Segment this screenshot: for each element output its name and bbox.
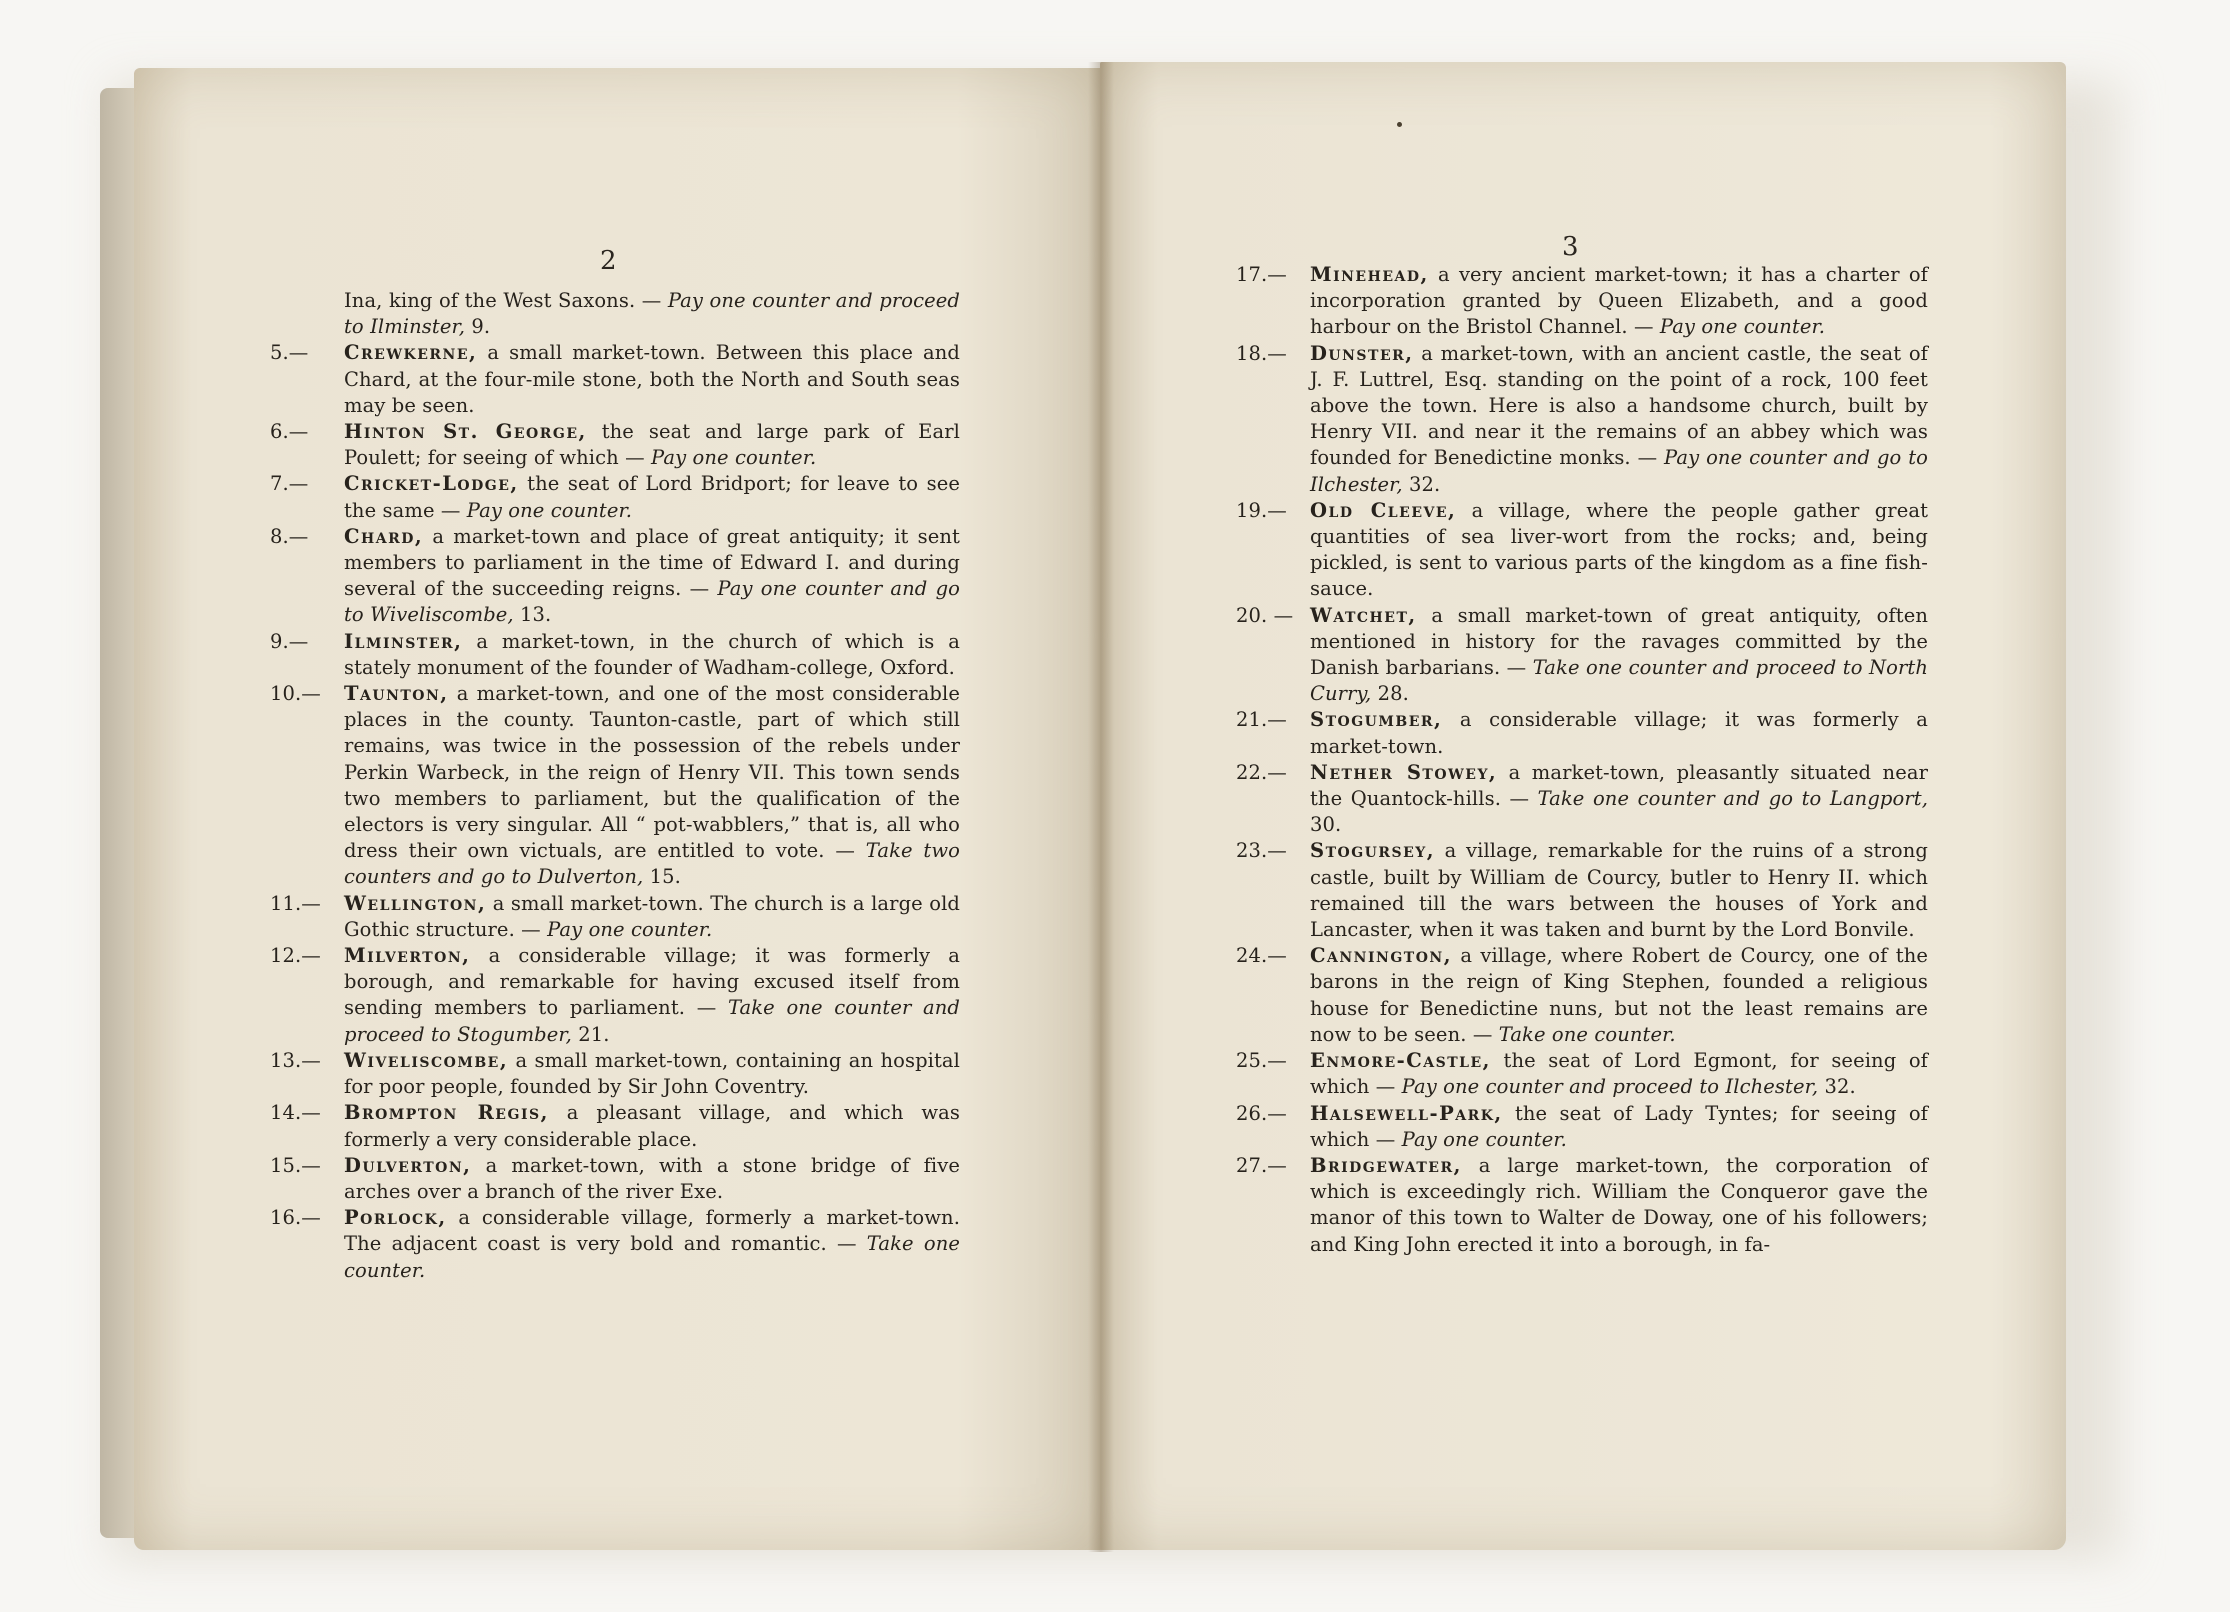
entry-place-name: Enmore-Castle, [1310, 1049, 1491, 1073]
entry-number: 11.— [270, 891, 321, 915]
entry-description: a pleasant village, and which was formerly a very considerable place. [344, 1101, 960, 1151]
gazetteer-entry [270, 1048, 960, 1100]
left-page-text [270, 288, 960, 1284]
entry-target: 9. [465, 315, 491, 339]
entry-instruction: Pay one counter. [1401, 1127, 1567, 1151]
entry-place-name: Cannington, [1310, 944, 1452, 968]
entry-place-name: Brompton Regis, [344, 1101, 549, 1125]
entry-number: 24.— [1236, 944, 1287, 968]
entry-description: a market-town, with a stone bridge of five arches over a branch of the river Exe. [344, 1153, 960, 1203]
entry-description: a village, where Robert de Courcy, one of the barons in the reign of King Stephen, founded a religious house for Benedictine nuns, but not the least remains are now to be seen. — [1310, 944, 1928, 1046]
gazetteer-entry [1236, 1153, 1928, 1258]
entry-place-name: Stogursey, [1310, 839, 1436, 863]
entry-description: a village, where the people gather great quantities of sea liver-wort from the rocks; and, being pickled, is sent to various parts of the kingdom as a fine fish-sauce. [1310, 498, 1929, 601]
right-page-text [1236, 262, 1928, 1258]
entry-number: 18.— [1236, 341, 1287, 365]
entry-instruction: Take one counter. [344, 1232, 960, 1282]
entry-description: a very ancient market-town; it has a charter of incorporation granted by Queen Elizabeth, and a good harbour on the Bristol Channel. — [1310, 263, 1928, 339]
entry-place-name: Hinton St. George, [344, 420, 587, 444]
entry-description: a large market-town, the corporation of which is exceedingly rich. William the Conqueror gave the manor of this town to Walter de Doway, one of his followers; and King John erected it into a borough, in fa- [1310, 1153, 1928, 1256]
entry-target: 28. [1371, 682, 1409, 706]
gazetteer-entry [270, 943, 960, 1048]
entry-target: 30. [1310, 813, 1342, 837]
entry-place-name: Milverton, [344, 944, 471, 968]
entry-place-name: Dunster, [1310, 341, 1414, 365]
gazetteer-entry [1236, 707, 1928, 759]
gazetteer-entry [270, 1205, 960, 1284]
ink-speck [1397, 122, 1402, 127]
gazetteer-entry [270, 419, 960, 471]
entry-description: the seat of Lord Bridport; for leave to see the same — [344, 472, 960, 522]
entry-place-name: Wiveliscombe, [344, 1048, 509, 1072]
entry-place-name: Chard, [344, 524, 424, 548]
entry-target: 21. [571, 1022, 610, 1046]
entry-number: 23.— [1236, 839, 1287, 863]
entry-description: the seat of Lady Tyntes; for seeing of which — [1310, 1101, 1928, 1151]
entry-description: the seat of Lord Egmont, for seeing of which — [1310, 1049, 1928, 1099]
entry-number: 26.— [1236, 1101, 1287, 1125]
entry-place-name: Crewkerne, [344, 341, 478, 365]
entry-place-name: Ilminster, [344, 629, 463, 653]
entry-place-name: Cricket-Lodge, [344, 472, 519, 496]
entry-instruction: Take one counter and proceed to Stogumber, [344, 996, 960, 1046]
entry-instruction: Pay one counter and go to Ilchester, [1310, 446, 1928, 496]
entry-description: a considerable village, formerly a market-town. The adjacent coast is very bold and romantic. — [344, 1206, 960, 1256]
entry-place-name: Bridgewater, [1310, 1153, 1462, 1177]
gazetteer-entry [1236, 838, 1928, 943]
entry-place-name: Old Cleeve, [1310, 498, 1457, 522]
entry-instruction: Take one counter and go to Langport, [1537, 787, 1928, 811]
gazetteer-entry [1236, 498, 1928, 603]
entry-instruction: Pay one counter. [466, 498, 633, 522]
gazetteer-entry [270, 1153, 960, 1205]
entry-description: a market-town, and one of the most considerable places in the county. Taunton-castle, part of which still remains, was twice in the possession of the rebels under Perkin Warbeck, in the reign of Henry VII. This town sends two members to parliament, but the qualification of the electors is very singular. All “ pot-wabblers,” that is, all who dress their own victuals, are entitled to vote. — [344, 682, 960, 863]
entry-instruction: Take two counters and go to Dulverton, [344, 839, 960, 889]
gazetteer-entry [270, 891, 960, 943]
entry-place-name: Porlock, [344, 1206, 447, 1230]
gazetteer-entry [1236, 341, 1928, 498]
entry-description: a considerable village; it was formerly a borough, and remarkable for having excused itself from sending members to parliament. — [344, 944, 960, 1020]
gazetteer-entry [270, 629, 960, 681]
entry-place-name: Halsewell-Park, [1310, 1101, 1503, 1125]
gazetteer-entry [270, 288, 960, 340]
entry-instruction: Take one counter. [1498, 1022, 1676, 1046]
book-gutter [1088, 62, 1114, 1552]
gazetteer-entry [270, 524, 960, 629]
entry-target: 32. [1818, 1075, 1856, 1099]
entry-place-name: Dulverton, [344, 1153, 472, 1177]
entry-description: a considerable village; it was formerly a market-town. [1310, 708, 1928, 758]
entry-number: 14.— [270, 1101, 321, 1125]
entry-number: 10.— [270, 682, 321, 706]
gazetteer-entry [1236, 262, 1928, 341]
entry-number: 27.— [1236, 1153, 1287, 1177]
gazetteer-entry [1236, 1048, 1928, 1100]
entry-target: 15. [643, 865, 681, 889]
entry-description: the seat and large park of Earl Poulett; for seeing of which — [344, 420, 960, 470]
entry-place-name: Watchet, [1310, 603, 1417, 627]
entry-description: a small market-town of great antiquity, often mentioned in history for the ravages committed by the Danish barbarians. — [1310, 603, 1928, 680]
entry-number: 22.— [1236, 760, 1287, 784]
entry-place-name: Stogumber, [1310, 708, 1443, 732]
entry-number: 8.— [270, 524, 309, 548]
entry-instruction: Pay one counter. [547, 917, 713, 941]
entry-description: a market-town, in the church of which is a stately monument of the founder of Wadham-college, Oxford. [344, 629, 960, 679]
entry-instruction: Pay one counter. [651, 446, 817, 470]
entry-instruction: Pay one counter. [1659, 315, 1826, 339]
entry-number: 13.— [270, 1048, 321, 1072]
entry-place-name: Nether Stowey, [1310, 760, 1498, 784]
entry-instruction: Take one counter and proceed to North Curry, [1310, 656, 1928, 706]
entry-number: 9.— [270, 629, 309, 653]
entry-place-name: Wellington, [344, 891, 487, 915]
gazetteer-entry [1236, 943, 1928, 1048]
entry-description: Ina, king of the West Saxons. — [344, 289, 668, 312]
entry-number: 19.— [1236, 498, 1287, 522]
gazetteer-entry [270, 340, 960, 419]
gazetteer-entry [1236, 603, 1928, 708]
gazetteer-entry [1236, 760, 1928, 839]
entry-number: 21.— [1236, 708, 1287, 732]
entry-number: 7.— [270, 472, 309, 496]
entry-description: a market-town, pleasantly situated near the Quantock-hills. — [1310, 760, 1929, 811]
right-page-number: 3 [1562, 232, 1579, 262]
entry-number: 25.— [1236, 1049, 1287, 1073]
gazetteer-entry [1236, 1101, 1928, 1153]
entry-description: a small market-town. The church is a large old Gothic structure. — [344, 891, 960, 941]
gazetteer-entry [270, 471, 960, 523]
entry-number: 6.— [270, 420, 309, 444]
entry-number: 15.— [270, 1153, 321, 1177]
entry-target: 13. [513, 603, 552, 627]
entry-instruction: Pay one counter and go to Wiveliscombe, [344, 577, 960, 627]
entry-description: a village, remarkable for the ruins of a strong castle, built by William de Courcy, butler to Henry II. which remained till the wars between the houses of York and Lancaster, when it was taken and burnt by the Lord Bonvile. [1310, 839, 1928, 942]
left-page-number: 2 [600, 246, 617, 276]
entry-number: 16.— [270, 1206, 321, 1230]
entry-number: 20. — [1236, 603, 1294, 627]
entry-number: 5.— [270, 341, 309, 365]
entry-target: 32. [1402, 472, 1441, 496]
entry-number: 17.— [1236, 263, 1287, 286]
gazetteer-entry [270, 1100, 960, 1152]
entry-description: a market-town, with an ancient castle, the seat of J. F. Luttrel, Esq. standing on the point of a rock, 100 feet above the town. Here is also a handsome church, built by Henry VII. and near it the remains of an abbey which was founded for Benedictine monks. — [1310, 341, 1928, 470]
gazetteer-entry [270, 681, 960, 891]
entry-description: a market-town and place of great antiquity; it sent members to parliament in the time of Edward I. and during several of the succeeding reigns. — [344, 524, 960, 601]
entry-description: a small market-town. Between this place and Chard, at the four-mile stone, both the North and South seas may be seen. [344, 341, 960, 417]
entry-place-name: Taunton, [344, 682, 449, 706]
entry-description: a small market-town, containing an hospital for poor people, founded by Sir John Coventry. [344, 1048, 960, 1099]
entry-instruction: Pay one counter and proceed to Ilchester, [1401, 1075, 1819, 1099]
entry-instruction: Pay one counter and proceed to Ilminster, [344, 289, 960, 339]
entry-place-name: Minehead, [1310, 263, 1429, 286]
entry-number: 12.— [270, 944, 321, 968]
